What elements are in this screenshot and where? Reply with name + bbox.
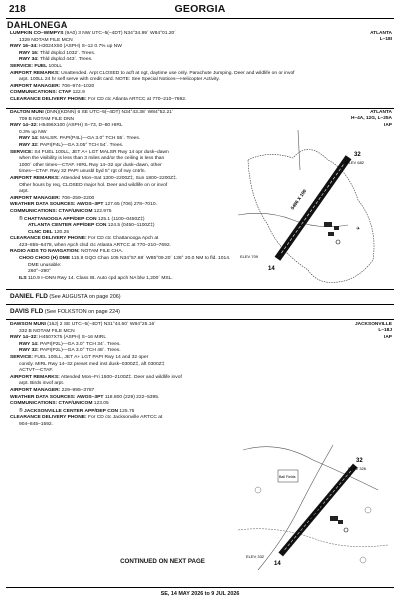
tree-icon (255, 487, 261, 493)
approach-symbol: ® (19, 215, 23, 222)
runway-label: RWY 14–32: (10, 123, 38, 129)
davis-entry (10, 308, 120, 315)
remarks-label: AIRPORT REMARKS: (10, 175, 60, 181)
clnc-freq: 120.25 (52, 229, 70, 235)
runway-end-info: Thld dsplcd 443´. Trees. (38, 57, 93, 63)
comms-label: COMMUNICATIONS: CTAF (10, 90, 72, 96)
runway-end-label: RWY 32: (19, 142, 39, 148)
weather-label: WEATHER DATA SOURCES: AWOS–3PT (10, 202, 104, 208)
weather-info: 118.800 (229) 222–5395. (103, 394, 160, 400)
runway-label: RWY 14–32: (10, 335, 38, 341)
separator (6, 319, 394, 320)
beacon-icon (336, 240, 340, 244)
dawson-entry (10, 322, 370, 429)
hangar-building (338, 520, 343, 524)
sectional-chart: JACKSONVILLE (354, 322, 392, 327)
lumpkin-right-col (370, 31, 392, 44)
clearance-text: For CD ctc Jacksonville ARTCC at (86, 415, 163, 421)
clearance-cont: 423–855–6478, when Apch clsd ctc Atlanta ARTCC at 770–210–7692. (19, 242, 171, 248)
navaid-name: CHOO CHOO (H) DME (19, 256, 71, 262)
manager-label: AIRPORT MANAGER: (10, 83, 61, 89)
runway-end-label: RWY 14: (19, 341, 39, 347)
comms-label: COMMUNICATIONS: CTAF/UNICOM (10, 208, 93, 214)
remarks-text: Unattended. Arpt CLOSED to acft at ngt, daytime use only. Parachute Jumping. Deer and wildlife on or invof (59, 70, 295, 76)
runway-end-label: RWY 14: (19, 136, 39, 142)
runway-end-info: PAPI(P2L)—GA 3.0° TCH 34´. Trees. (38, 341, 121, 347)
hangar-building (324, 222, 332, 227)
service-cont: when the visibility is less than 3 miles and/or the ceiling is less than (19, 156, 165, 162)
notam-line: 1329 NOTAM FILE MCN (19, 37, 73, 43)
enroute-chart: H–4A, 12G, L–25A (350, 116, 392, 122)
navaid-restriction-range: 260°–290° (28, 269, 51, 275)
service-label: SERVICE: (10, 354, 34, 360)
runway-dims-label: 4507 X 75 (306, 503, 325, 523)
continued-note: CONTINUED ON NEXT PAGE (120, 558, 205, 565)
airport-name: LUMPKIN CO–WIMPYS (10, 31, 64, 36)
clearance-cont: 904–845–1592. (19, 421, 53, 427)
comms-freq: 122.975 (92, 208, 112, 214)
remarks-cont: arpt. Birds invof arpt. (19, 381, 65, 387)
airport-location: (DNN)(KDNN) 6 SE UTC–5(–4DT) N34°43.38´ W84°52.21´ (43, 110, 174, 115)
runway-grade: 0.3% up NW (19, 129, 47, 135)
clearance-text: For CD ctc Chattanooga Apch at (86, 236, 159, 242)
runway-end-label: RWY 32: (19, 348, 39, 354)
bottom-rule (6, 587, 394, 588)
manager-label: AIRPORT MANAGER: (10, 195, 61, 201)
manager-phone: 706–259–2200 (60, 195, 95, 201)
service-cont: ACTVT—CTAF. (19, 368, 54, 374)
ball-fields-label: Ball Fields (279, 475, 296, 479)
service-cont: times—CTAF. Rwy 32 PAPI unusbl byd 5° rgt of rwy cntrln. (19, 169, 146, 175)
service-info: FUEL 100LL, JET A+ LGT PAPI Rwy 14 and 32 oper (33, 354, 149, 360)
fuel-label: FUEL (34, 63, 48, 69)
notam-line: 332 B NOTAM FILE MCN (19, 328, 75, 334)
remarks-text-cont: arpt. 100LL 24 hr self serve with credit card. NOTE: See Special Notices—Helicopter Activity. (19, 77, 220, 83)
runway-end-info: Thld dsplcd 1032´. Trees. (38, 50, 96, 56)
separator (6, 289, 394, 290)
runway-end-label: RWY 34: (19, 57, 39, 63)
comms-freq: 123.05 (92, 401, 109, 407)
weather-info: 127.65 (706) 278–7010. (103, 202, 157, 208)
navaid-restriction: DME unusable: (28, 262, 62, 268)
weather-label: WEATHER DATA SOURCES: AWOS–3PT (10, 394, 104, 400)
remarks-cont: arpt. (19, 189, 29, 195)
sectional-chart: ATLANTA (370, 31, 392, 36)
runway-end-14: 14 (274, 561, 281, 567)
navaid-info: 115.8 GQO Chan 105 N34°57.68´ W85°09.20´ 136° 20.0 NM to fld. 1014. (70, 256, 231, 262)
center-freq: 125.75 (118, 408, 135, 414)
runway-info: H5496X100 (ASPH) S–73, D–80 HIRL (37, 123, 123, 129)
remarks-text: Attended Mon–Sat 1300–2200Z‡, Sun 1800–2200Z‡. (59, 175, 178, 181)
manager-phone: 229–995–3787 (60, 387, 95, 393)
approach-label: CHATTANOOGA APP/DEP CON (24, 216, 97, 222)
service-cont: 1000´ other times—CTAF. HIRL Rwy 14–32 opr dusk–dawn, other (19, 162, 162, 168)
airport-name: DAWSON MUNI (10, 322, 46, 327)
iap-label: IAP (384, 122, 392, 128)
elevation-32: ELEV 682 (346, 160, 365, 165)
clearance-text: For CD ctc Atlanta ARTCC at 770–210–7692. (86, 96, 187, 102)
tree-icon (360, 557, 366, 563)
elevation-14: ELEV 709 (240, 254, 259, 259)
effective-dates-footer: SE, 14 MAY 2026 to 9 JUL 2026 (160, 591, 240, 597)
approach-freq: 125.1 (1100–0450Z‡) (96, 216, 145, 222)
runway-info: H4507X75 (ASPH) S–16 MIRL (37, 335, 107, 341)
dawson-right-col (355, 322, 392, 341)
airport-location: (16J) 2 SE UTC–5(–4DT) N31°44.60´ W84°25.16´ (45, 322, 156, 327)
runway-dims-label: 5496 X 100 (289, 188, 308, 211)
enroute-chart: L–18J (378, 328, 392, 334)
runway-end-info: MALSR. PAPI(P4L)—GA 3.0° TCH 55´. Trees. (38, 136, 141, 142)
hangar-building (330, 516, 338, 521)
tree-icon (365, 507, 371, 513)
comms-freq: 122.9 (71, 90, 85, 96)
hangar-building (334, 226, 339, 230)
daniel-entry (10, 293, 121, 300)
airport-name: DANIEL FLD (10, 293, 48, 300)
runway-end-14: 14 (268, 266, 275, 272)
manager-label: AIRPORT MANAGER: (10, 387, 61, 393)
navaid-label: RADIO AIDS TO NAVIGATION: (10, 249, 80, 255)
sectional-chart: ATLANTA (370, 110, 392, 115)
runway-end-label: RWY 16: (19, 50, 39, 56)
remarks-label: AIRPORT REMARKS: (10, 70, 60, 76)
airport-name: DAVIS FLD (10, 308, 44, 315)
approach-symbol: ® (19, 407, 23, 414)
dalton-airport-diagram (238, 130, 388, 290)
cross-reference: (See AUGUSTA on page 206) (49, 294, 121, 300)
ils-info: 110.9 I–DNN Rwy 14. Class IB. Auto cpd apch NA blw 1,200´ MSL. (26, 275, 173, 281)
ils-label: ILS (19, 275, 27, 281)
enroute-chart: L–18I (379, 37, 392, 43)
remarks-cont: Other hours by req, CLOSED major hol. Deer and wildlife on or invof (19, 182, 168, 188)
center-freq: 124.5 (0450–1100Z‡) (106, 223, 155, 229)
runway-end-32: 32 (356, 458, 363, 464)
wind-indicator-icon: ✈ (356, 226, 361, 232)
runway-end-info: PAPI(P4L)—GA 3.05° TCH 54´. Trees. (38, 142, 124, 148)
remarks-text: Attended Mon–Fri 1500–2100Z‡. Deer and wildlife invof (59, 374, 182, 380)
manager-phone: 706–974–1020 (60, 83, 95, 89)
airport-name: DALTON MUNI (10, 110, 44, 115)
separator (6, 108, 394, 109)
state-title: GEORGIA (174, 3, 226, 15)
top-rule (6, 18, 394, 19)
runway-end-info: PAPI(P2L)—GA 3.0° TCH 48´. Trees. (38, 348, 121, 354)
clnc-label: CLNC DEL (28, 229, 53, 235)
remarks-label: AIRPORT REMARKS: (10, 374, 60, 380)
service-cont: consly. MIRL Rwy 14–32 preset med inst dusk–0300Z‡, aft 0300Z‡ (19, 361, 165, 367)
center-label: JACKSONVILLE CENTER APP/DEP CON (24, 408, 119, 414)
iap-label: IAP (384, 334, 392, 340)
navaid-notam: NOTAM FILE CHA. (79, 249, 124, 255)
runway-label: RWY 16–34: (10, 44, 38, 50)
service-label: SERVICE: (10, 63, 34, 69)
center-label: ATLANTA CENTER APP/DEP CON (28, 223, 107, 229)
hangar-building (328, 232, 334, 236)
runway-end-32: 32 (354, 152, 361, 158)
service-info: S4 FUEL 100LL, JET A+ LGT MALSR Rwy 14 opr dusk–dawn (33, 149, 169, 155)
beacon-icon (344, 528, 348, 532)
service-label: SERVICE: (10, 149, 34, 155)
notam-line: 709 B NOTAM FILE DNN (19, 116, 75, 122)
comms-label: COMMUNICATIONS: CTAF/UNICOM (10, 401, 93, 407)
fuel-info: 100LL (47, 63, 63, 69)
clearance-label: CLEARANCE DELIVERY PHONE: (10, 415, 87, 421)
clearance-label: CLEARANCE DELIVERY PHONE: (10, 96, 87, 102)
page-number: 218 (9, 4, 26, 15)
cross-reference: (See FOLKSTON on page 224) (44, 309, 120, 315)
lumpkin-entry (10, 31, 370, 104)
airport-location: (9A0) 3 NW UTC–5(–4DT) N34°34.99´ W84°01.20´ (63, 31, 176, 36)
separator (6, 304, 394, 305)
elevation-14: ELEV 332 (246, 554, 265, 559)
elevation-32: ELEV 326 (348, 466, 367, 471)
runway-info: H3024X50 (ASPH) S–12 0.7% up NW (37, 44, 122, 50)
clearance-label: CLEARANCE DELIVERY PHONE: (10, 236, 87, 242)
city-heading: DAHLONEGA (7, 20, 68, 30)
dalton-right-col (351, 110, 392, 129)
